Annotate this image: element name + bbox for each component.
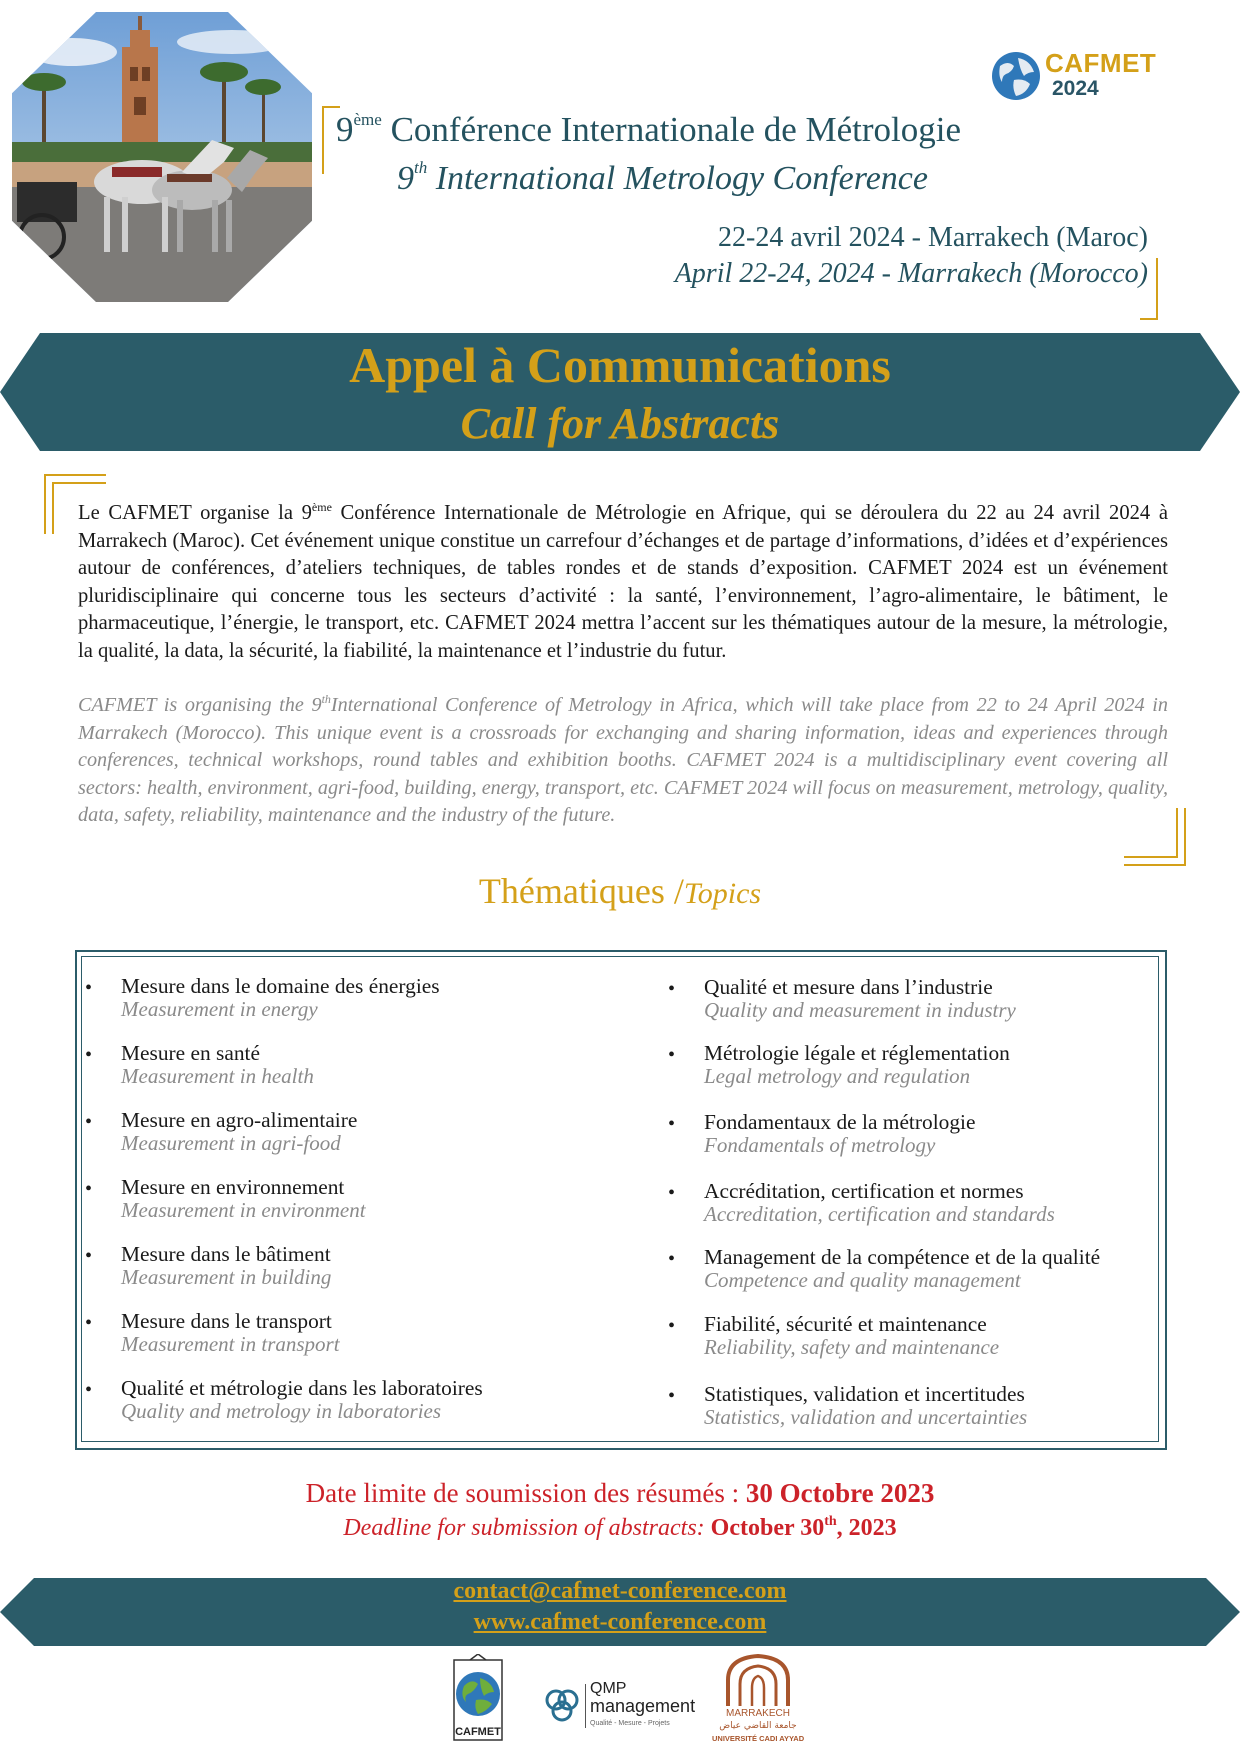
topic-en: Reliability, safety and maintenance — [704, 1335, 1000, 1359]
banner-title-fr: Appel à Communications — [349, 337, 891, 393]
topic-fr: Statistiques, validation et incertitudes — [704, 1382, 1025, 1406]
deadline-fr: Date limite de soumission des résumés : 30 Octobre 2023 — [305, 1478, 935, 1508]
topic-item — [668, 975, 1184, 1022]
topic-fr: Mesure en santé — [121, 1041, 260, 1065]
intro-paragraph-fr: Le CAFMET organise la 9ème Conférence Internationale de Métrologie en Afrique, qui se déroulera du 22 au 24 avril 2024 à Marrakech (Maroc). Cet événement unique constitue un carrefour d’échanges et de partage d’informations, d’idées et d’expériences autour de conférences, d’ateliers techniques, de tables rondes et de stands d’exposition. CAFMET 2024 est un événement pluridisciplinaire qui concerne tous les secteurs d’activité : la santé, l’environnement, l’agro-alimentaire, le bâtiment, le pharmaceutique, l’énergie, le transport, etc. CAFMET 2024 mettra l’accent sur les thématiques autour de la mesure, la métrologie, la qualité, la data, la sécurité, la fiabilité, la maintenance et l’industrie du futur. — [78, 500, 1168, 662]
topic-en: Measurement in building — [121, 1265, 332, 1289]
gold-bracket-title — [322, 106, 340, 174]
palm-arch-icon — [718, 1652, 798, 1706]
bullet: • — [85, 977, 93, 999]
topic-fr: Mesure en agro-alimentaire — [121, 1108, 358, 1132]
logo-word: CAFMET — [1045, 48, 1157, 78]
topic-item — [85, 974, 601, 1021]
bullet: • — [85, 1111, 93, 1133]
topic-fr: Mesure en environnement — [121, 1175, 345, 1199]
contact-email-link[interactable]: contact@cafmet-conference.com — [453, 1578, 787, 1604]
topic-item — [668, 1179, 1184, 1226]
topic-en: Measurement in health — [121, 1064, 314, 1088]
bullet: • — [85, 1312, 93, 1334]
banner-title-en: Call for Abstracts — [460, 399, 780, 448]
bullet: • — [668, 1182, 676, 1204]
university-arabic-name: جامعة القاضي عياض — [719, 1721, 797, 1731]
bullet: • — [668, 978, 676, 1000]
bullet: • — [668, 1113, 676, 1135]
bullet: • — [85, 1379, 93, 1401]
cafmet-partner-label: CAFMET — [455, 1726, 501, 1738]
deadline-en: Deadline for submission of abstracts: October 30th, 2023 — [343, 1514, 897, 1541]
qmp-knot-icon — [542, 1686, 582, 1726]
event-date-en: April 22-24, 2024 - Marrakech (Morocco) — [674, 258, 1148, 289]
universite-cadi-ayyad-logo — [712, 1652, 805, 1748]
bullet: • — [668, 1385, 676, 1407]
website-link[interactable]: www.cafmet-conference.com — [473, 1609, 767, 1635]
topic-item — [85, 1376, 601, 1423]
globe-icon — [990, 50, 1042, 102]
topics-heading: Thématiques /Topics — [478, 871, 762, 911]
bullet: • — [85, 1178, 93, 1200]
topic-en: Legal metrology and regulation — [704, 1064, 971, 1088]
topic-fr: Fiabilité, sécurité et maintenance — [704, 1312, 987, 1336]
topic-fr: Mesure dans le bâtiment — [121, 1242, 331, 1266]
marrakech-word: MARRAKECH — [726, 1708, 790, 1719]
topic-item — [85, 1242, 601, 1289]
intro-paragraph-en: CAFMET is organising the 9thInternational Conference of Metrology in Africa, which will take place from 22 to 24 April 2024 in Marrakech (Morocco). This unique event is a crossroads for exchanging and sharing information, ideas and experiences through conferences, technical workshops, round tables and exhibition booths. CAFMET 2024 is a multidisciplinary event covering all sectors: health, environment, agri-food, building, energy, transport, etc. CAFMET 2024 will focus on measurement, metrology, quality, data, safety, reliability, maintenance and the industry of the future. — [78, 692, 1168, 827]
topic-item — [85, 1175, 601, 1222]
bullet: • — [85, 1044, 93, 1066]
university-name: UNIVERSITÉ CADI AYYAD — [712, 1734, 805, 1743]
koutoubia-photo-illustration — [12, 12, 312, 302]
topic-en: Measurement in transport — [121, 1332, 340, 1356]
bullet: • — [668, 1248, 676, 1270]
cafmet-2024-logo — [990, 44, 1190, 104]
topic-item — [85, 1108, 601, 1155]
header-photo — [12, 12, 312, 302]
qmp-divider — [585, 1684, 586, 1728]
topic-item — [85, 1309, 601, 1356]
bullet: • — [85, 1245, 93, 1267]
topic-fr: Métrologie légale et réglementation — [704, 1041, 1010, 1065]
qmp-management-word: management — [590, 1696, 696, 1716]
topic-en: Fondamentals of metrology — [704, 1133, 936, 1157]
topic-fr: Mesure dans le domaine des énergies — [121, 974, 440, 998]
logo-year: 2024 — [1052, 77, 1099, 100]
bullet: • — [668, 1315, 676, 1337]
topic-en: Measurement in energy — [121, 997, 318, 1021]
topic-item — [668, 1312, 1184, 1359]
topic-en: Measurement in agri-food — [121, 1131, 341, 1155]
gold-bracket-date — [1140, 258, 1158, 320]
topic-item — [668, 1110, 1184, 1157]
topic-item — [668, 1041, 1184, 1088]
bullet: • — [668, 1044, 676, 1066]
qmp-tagline: Qualité - Mesure - Projets — [590, 1720, 670, 1727]
qmp-word: QMP — [590, 1680, 627, 1697]
qmp-management-logo — [542, 1680, 702, 1736]
topic-fr: Qualité et mesure dans l’industrie — [704, 975, 993, 999]
topic-fr: Management de la compétence et de la qualité — [704, 1245, 1101, 1269]
topic-item — [85, 1041, 601, 1088]
topic-fr: Mesure dans le transport — [121, 1309, 332, 1333]
topic-item — [668, 1245, 1184, 1292]
event-date-fr: 22-24 avril 2024 - Marrakech (Maroc) — [718, 222, 1148, 253]
topic-fr: Qualité et métrologie dans les laboratoires — [121, 1376, 483, 1400]
gold-bracket-intro-bottom-inner — [1124, 808, 1178, 858]
topic-fr: Fondamentaux de la métrologie — [704, 1110, 976, 1134]
conference-title-fr: 9ème Conférence Internationale de Métrologie — [336, 110, 962, 149]
topic-item — [668, 1382, 1184, 1429]
topic-en: Quality and metrology in laboratories — [121, 1399, 442, 1423]
topic-en: Competence and quality management — [704, 1268, 1021, 1292]
topic-en: Accreditation, certification and standards — [704, 1202, 1055, 1226]
topic-en: Measurement in environment — [121, 1198, 366, 1222]
conference-title-en: 9th International Metrology Conference — [397, 158, 928, 197]
topic-en: Quality and measurement in industry — [704, 998, 1016, 1022]
topic-en: Statistics, validation and uncertainties — [704, 1405, 1028, 1429]
topic-fr: Accréditation, certification et normes — [704, 1179, 1024, 1203]
cafmet-partner-logo — [448, 1654, 508, 1746]
